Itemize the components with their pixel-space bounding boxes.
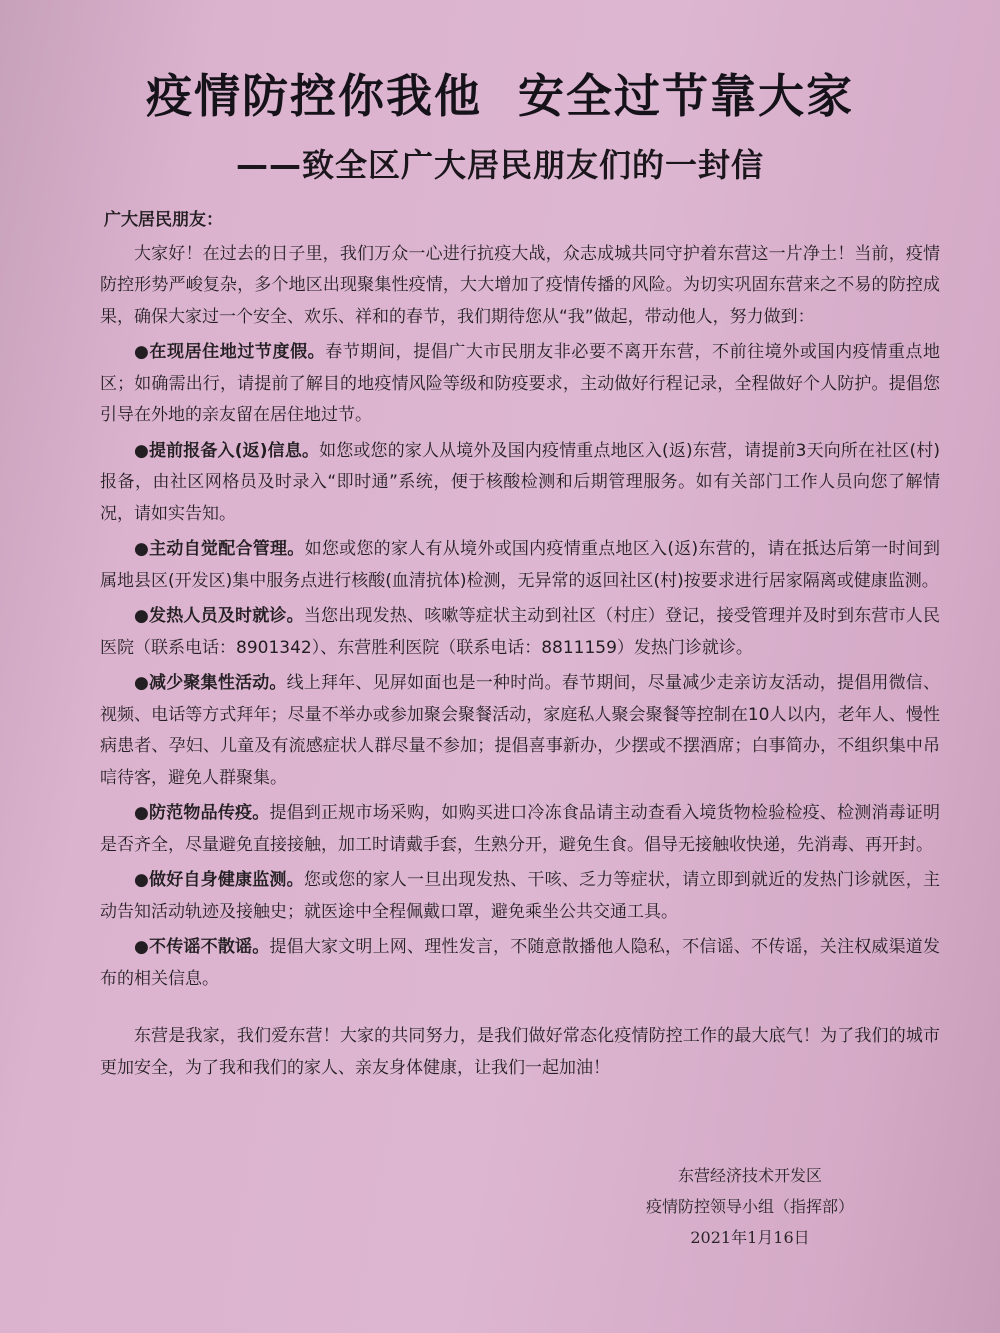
item-text: 春节期间，提倡广大市民朋友非必要不离开东营，不前往境外或国内疫情重点地区；如确需出行，请提前了解目的地疫情风险等级和防疫要求，主动做好行程记录，全程做好个人防护。提倡您引导在外地的亲友留在居住地过节。 (100, 342, 940, 425)
list-item (100, 534, 940, 597)
item-text: 提倡到正规市场采购，如购买进口冷冻食品请主动查看入境货物检验检疫、检测消毒证明是否齐全，尽量避免直接接触，加工时请戴手套，生熟分开，避免生食。倡导无接触收快递，先消毒、再开封。 (100, 803, 940, 855)
item-text: 当您出现发热、咳嗽等症状主动到社区（村庄）登记，接受管理并及时到东营市人民医院（联系电话：8901342）、东营胜利医院（联系电话：8811159）发热门诊就诊。 (100, 606, 940, 658)
signature-group: 疫情防控领导小组（指挥部） (645, 1197, 854, 1216)
salutation: 广大居民朋友： (104, 210, 223, 230)
closing-paragraph: 东营是我家，我们爱东营！大家的共同努力，是我们做好常态化疫情防控工作的最大底气！为了我们的城市更加安全，为了我和我们的家人、亲友身体健康，让我们一起加油！ (100, 1026, 940, 1078)
list-item (100, 932, 940, 995)
item-heading: ●主动自觉配合管理。 (134, 539, 305, 559)
list-item (100, 668, 940, 794)
list-item (100, 865, 940, 928)
signature-block (600, 1160, 900, 1253)
item-text: 您或您的家人一旦出现发热、干咳、乏力等症状，请立即到就近的发热门诊就医，主动告知活动轨迹及接触史；就医途中全程佩戴口罩，避免乘坐公共交通工具。 (100, 870, 940, 922)
page-subtitle: ——致全区广大居民朋友们的一封信 (235, 146, 764, 184)
page-title: 疫情防控你我他 安全过节靠大家 (145, 69, 855, 123)
signature-org: 东营经济技术开发区 (677, 1166, 822, 1185)
item-heading: ●在现居住地过节度假。 (134, 342, 326, 362)
list-item (100, 601, 940, 664)
list-item (100, 436, 940, 531)
item-heading: ●做好自身健康监测。 (134, 870, 304, 890)
list-item (100, 337, 940, 432)
item-text: 如您或您的家人从境外及国内疫情重点地区入(返)东营，请提前3天向所在社区(村)报备，由社区网格员及时录入“即时通”系统，便于核酸检测和后期管理服务。如有关部门工作人员向您了解情况，请如实告知。 (100, 440, 941, 524)
item-text: 如您或您的家人有从境外或国内疫情重点地区入(返)东营的，请在抵达后第一时间到属地县区(开发区)集中服务点进行核酸(血清抗体)检测，无异常的返回社区(村)按要求进行居家隔离或健康监测。 (100, 539, 940, 591)
list-item (100, 798, 940, 861)
item-heading: ●发热人员及时就诊。 (134, 606, 304, 626)
item-text: 线上拜年、见屏如面也是一种时尚。春节期间，尽量减少走亲访友活动，提倡用微信、视频、电话等方式拜年；尽量不举办或参加聚会聚餐活动，家庭私人聚会聚餐等控制在10人以内，老年人、慢性病患者、孕妇、儿童及有流感症状人群尽量不参加；提倡喜事新办，少摆或不摆酒席；白事简办，不组织集中吊唁待客，避免人群聚集。 (100, 673, 940, 788)
letter-body (100, 205, 940, 1088)
item-heading: ●防范物品传疫。 (134, 803, 270, 823)
item-heading: ●减少聚集性活动。 (134, 673, 287, 693)
signature-date: 2021年1月16日 (690, 1228, 810, 1247)
item-heading: ●提前报备入(返)信息。 (134, 440, 320, 461)
item-text: 提倡大家文明上网、理性发言，不随意散播他人隐私，不信谣、不传谣，关注权威渠道发布的相关信息。 (100, 937, 940, 989)
intro-paragraph: 大家好！在过去的日子里，我们万众一心进行抗疫大战，众志成城共同守护着东营这一片净土！当前，疫情防控形势严峻复杂，多个地区出现聚集性疫情，大大增加了疫情传播的风险。为切实巩固东营来之不易的防控成果，确保大家过一个安全、欢乐、祥和的春节，我们期待您从“我”做起，带动他人，努力做到： (100, 243, 940, 327)
item-heading: ●不传谣不散谣。 (134, 937, 270, 957)
